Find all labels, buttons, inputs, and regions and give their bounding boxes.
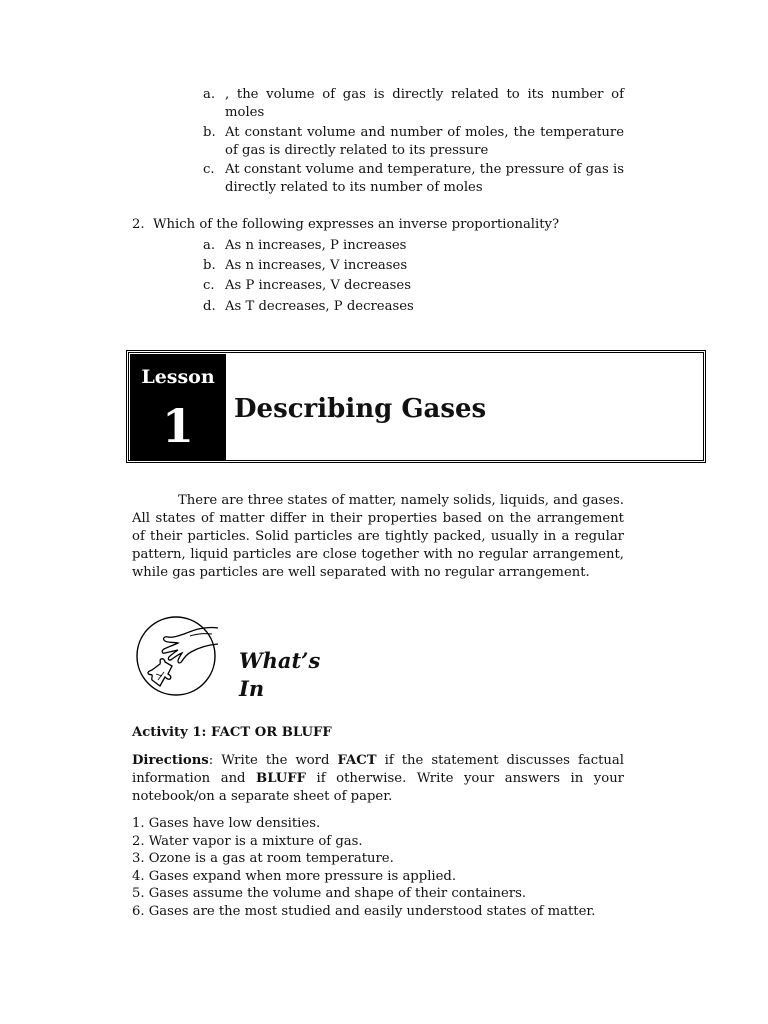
- intro-text: There are three states of matter, namely solids, liquids, and gases. All states of matter differ in their properties based on the arrangement of their particles. Solid particles are tightly packed, usually in a regular pattern, liquid particles are close together with no regular arrangement, while gas particles are well separated with no regular arrangement.: [132, 493, 624, 580]
- lesson-label: Lesson: [141, 366, 215, 388]
- option-marker: c.: [203, 278, 215, 293]
- option-text: As n increases, P increases: [225, 238, 407, 253]
- lesson-number: 1: [161, 399, 194, 453]
- q2-option-a: [203, 237, 406, 255]
- option-marker: a.: [203, 238, 216, 253]
- option-text: As T decreases, P decreases: [225, 299, 414, 314]
- activity-directions: [132, 752, 624, 806]
- option-text: At constant volume and number of moles, the temperature of gas is directly related to its pressure: [225, 125, 624, 158]
- hand-puzzle-icon: [134, 614, 220, 702]
- option-marker: b.: [203, 258, 216, 273]
- q2-option-d: [203, 298, 414, 316]
- directions-label: Directions: [132, 753, 209, 768]
- statement-list: [132, 815, 652, 920]
- intro-paragraph: [132, 492, 624, 582]
- question-number: 2.: [132, 217, 145, 232]
- q1-option-c: [203, 161, 624, 197]
- option-text: , the volume of gas is directly related to its number of moles: [225, 87, 624, 120]
- directions-text-3: if otherwise. Write your answers in your notebook/on a separate sheet of paper.: [132, 771, 624, 804]
- q1-option-b: [203, 124, 624, 160]
- bluff-word: BLUFF: [256, 771, 306, 786]
- q2-option-b: [203, 257, 407, 275]
- q1-option-a: [203, 86, 624, 122]
- question-2: [132, 216, 632, 234]
- option-text: As P increases, V decreases: [225, 278, 411, 293]
- whats-in-line-2: In: [239, 676, 265, 701]
- activity-title: Activity 1: FACT OR BLUFF: [132, 725, 332, 740]
- option-marker: a.: [203, 87, 216, 102]
- lesson-title: Describing Gases: [234, 394, 487, 424]
- directions-text-1: : Write the word: [208, 753, 338, 768]
- whats-in-line-1: What’s: [239, 648, 321, 673]
- list-item: 6. Gases are the most studied and easily understood states of matter.: [132, 903, 596, 919]
- list-item: 4. Gases expand when more pressure is applied.: [132, 868, 457, 884]
- directions-text-2: if the statement discusses factual information and: [132, 753, 624, 786]
- question-text: Which of the following expresses an inverse proportionality?: [152, 217, 560, 232]
- option-text: As n increases, V increases: [225, 258, 408, 273]
- whats-in-heading: [239, 647, 320, 703]
- list-item: 5. Gases assume the volume and shape of their containers.: [132, 886, 527, 901]
- fact-word: FACT: [337, 753, 377, 768]
- option-marker: c.: [203, 162, 215, 177]
- list-item: 3. Ozone is a gas at room temperature.: [132, 851, 394, 866]
- option-marker: b.: [203, 125, 216, 140]
- q2-option-c: [203, 277, 411, 295]
- option-marker: d.: [203, 299, 216, 314]
- list-item: 2. Water vapor is a mixture of gas.: [132, 833, 363, 849]
- option-text: At constant volume and temperature, the pressure of gas is directly related to its number of moles: [225, 162, 624, 195]
- list-item: 1. Gases have low densities.: [132, 816, 321, 831]
